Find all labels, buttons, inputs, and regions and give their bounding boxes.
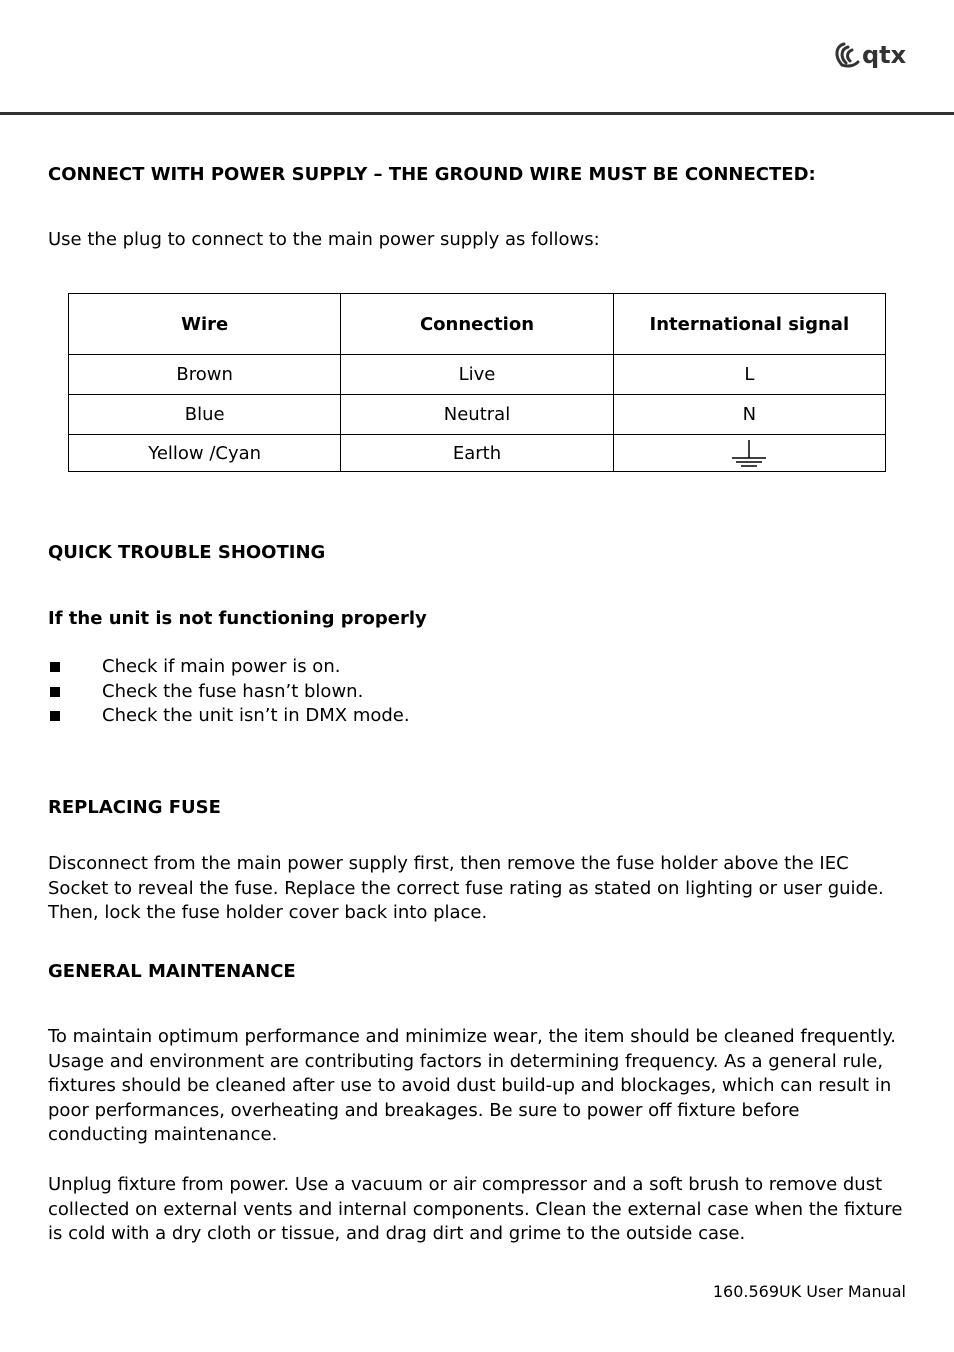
- wave-arcs-icon: [830, 40, 860, 70]
- maintenance-paragraph-1: [48, 1025, 908, 1148]
- list-item: [48, 680, 410, 705]
- header-divider: [0, 112, 954, 115]
- square-bullet-icon: [50, 711, 60, 721]
- table-row: [69, 435, 886, 472]
- logo-text: qtx: [862, 41, 907, 69]
- text-line: Unplug fixture from power. Use a vacuum or air compressor and a soft brush to remove dust: [48, 1174, 883, 1195]
- maintenance-heading: GENERAL MAINTENANCE: [48, 961, 296, 982]
- troubleshooting-subheading: If the unit is not functioning properly: [48, 608, 427, 629]
- ground-symbol-icon: [729, 438, 769, 468]
- table-cell-connection: Live: [341, 355, 613, 395]
- troubleshooting-heading: QUICK TROUBLE SHOOTING: [48, 542, 326, 563]
- text-line: fixtures should be cleaned after use to avoid dust build-up and blockages, which can result in: [48, 1075, 892, 1097]
- table-cell-signal: [613, 435, 885, 472]
- text-line: poor performances, overheating and breakages. Be sure to power off fixture before: [48, 1099, 800, 1121]
- table-cell-wire: Brown: [69, 355, 341, 395]
- list-item-text: Check the unit isn’t in DMX mode.: [102, 705, 410, 727]
- table-cell-connection: Earth: [341, 435, 613, 472]
- table-cell-signal: L: [613, 355, 885, 395]
- table-cell-wire: Blue: [69, 395, 341, 435]
- maintenance-paragraph-2: [48, 1173, 908, 1247]
- list-item: [48, 704, 410, 729]
- text-line: is cold with a dry cloth or tissue, and drag dirt and grime to the outside case.: [48, 1223, 746, 1245]
- troubleshooting-list: [48, 655, 410, 729]
- square-bullet-icon: [50, 662, 60, 672]
- brand-logo: [830, 38, 910, 72]
- text-line: Socket to reveal the fuse. Replace the correct fuse rating as stated on lighting or user guide.: [48, 877, 884, 899]
- text-line: Disconnect from the main power supply first, then remove the fuse holder above the IEC: [48, 853, 849, 874]
- list-item-text: Check the fuse hasn’t blown.: [102, 680, 364, 702]
- wiring-table: [68, 293, 886, 472]
- text-line: To maintain optimum performance and minimize wear, the item should be cleaned frequently.: [48, 1026, 896, 1047]
- text-line: Usage and environment are contributing factors in determining frequency. As a general rule,: [48, 1050, 884, 1072]
- table-cell-signal: N: [613, 395, 885, 435]
- replacing-fuse-heading: REPLACING FUSE: [48, 797, 221, 818]
- table-row: [69, 395, 886, 435]
- table-cell-connection: Neutral: [341, 395, 613, 435]
- table-row: [69, 355, 886, 395]
- page-footer: 160.569UK User Manual: [712, 1282, 906, 1301]
- text-line: conducting maintenance.: [48, 1124, 278, 1146]
- table-header-wire: Wire: [69, 294, 341, 355]
- power-supply-heading: CONNECT WITH POWER SUPPLY – THE GROUND WIRE MUST BE CONNECTED:: [48, 164, 816, 185]
- text-line: Then, lock the fuse holder cover back into place.: [48, 902, 488, 924]
- square-bullet-icon: [50, 687, 60, 697]
- table-header-row: [69, 294, 886, 355]
- table-header-signal: International signal: [613, 294, 885, 355]
- list-item-text: Check if main power is on.: [102, 656, 341, 677]
- table-cell-wire: Yellow /Cyan: [69, 435, 341, 472]
- power-supply-intro: Use the plug to connect to the main power supply as follows:: [48, 229, 600, 250]
- table-header-connection: Connection: [341, 294, 613, 355]
- list-item: [48, 655, 410, 680]
- replacing-fuse-text: [48, 852, 908, 926]
- text-line: collected on external vents and internal components. Clean the external case when the fixture: [48, 1198, 903, 1220]
